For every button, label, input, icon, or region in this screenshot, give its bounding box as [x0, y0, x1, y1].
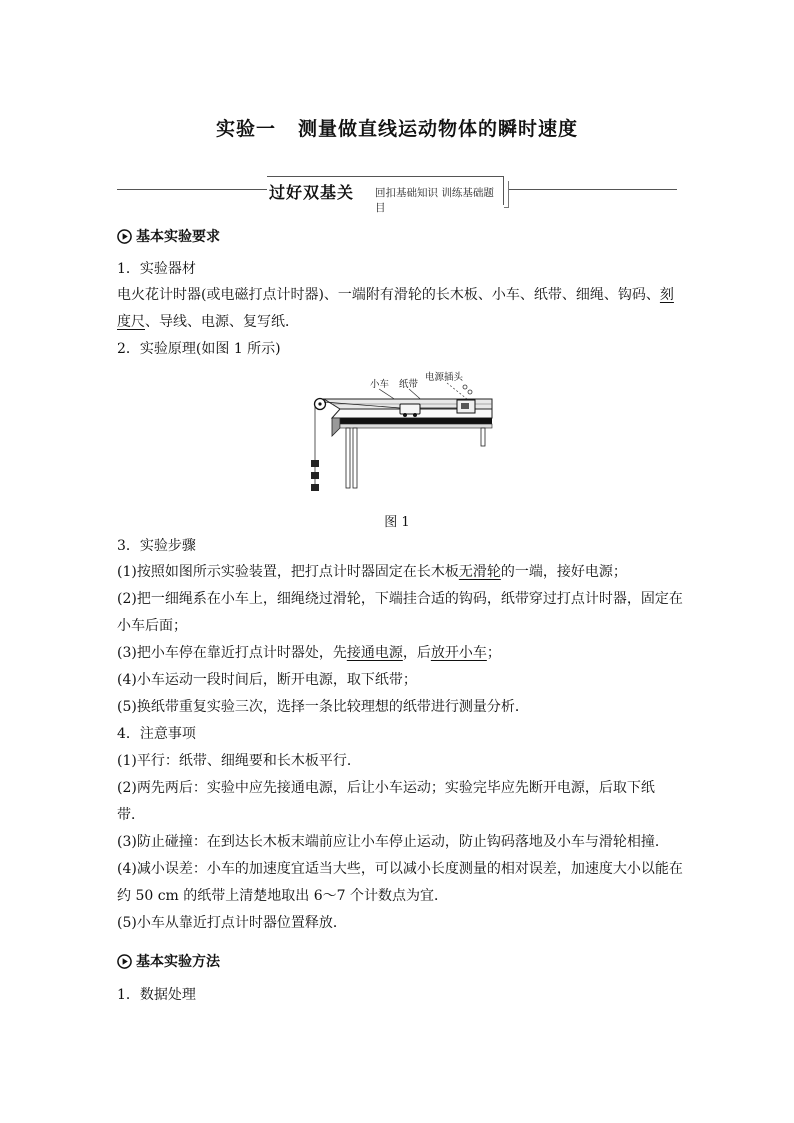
section-heading-text: 基本实验要求	[136, 229, 220, 245]
section-heading-text: 基本实验方法	[136, 954, 220, 970]
step-underlined: 接通电源	[346, 645, 403, 661]
step-2-line-1: (2)把一细绳系在小车上，细绳绕过滑轮，下端挂合适的钩码，纸带穿过打点计时器，固定在	[117, 591, 683, 607]
title-experiment-number: 实验一	[215, 118, 276, 140]
section-heading-methods	[117, 951, 220, 971]
banner-rule-left	[117, 189, 267, 190]
play-circle-icon	[117, 229, 132, 244]
note-4-line-2: 约 50 cm 的纸带上清楚地取出 6～7 个计数点为宜．	[117, 888, 448, 904]
equipment-line-1	[117, 285, 679, 305]
section-heading-requirements	[117, 226, 220, 246]
note-2-line-2: 带．	[117, 807, 145, 823]
step-text: 的一端，接好电源；	[500, 564, 627, 580]
note-4-line-1: (4)减小误差：小车的加速度宜适当大些，可以减小长度测量的相对误差，加速度大小以能在	[117, 861, 683, 877]
label-car: 小车	[370, 379, 390, 390]
notes-heading: 4．注意事项	[117, 726, 196, 742]
weight-shape	[311, 472, 319, 479]
step-5: (5)换纸带重复实验三次，选择一条比较理想的纸带进行测量分析．	[117, 699, 529, 715]
banner-sub-text: 回扣基础知识 训练基础题目	[375, 187, 494, 214]
note-1: (1)平行：纸带、细绳要和长木板平行．	[117, 753, 361, 769]
data-processing-heading: 1．数据处理	[117, 987, 196, 1003]
principle-heading: 2．实验原理(如图 1 所示)	[117, 341, 281, 357]
equipment-underlined-2: 度尺	[117, 314, 145, 330]
step-text: ；	[486, 645, 501, 661]
step-text: ，后	[402, 645, 431, 661]
step-4: (4)小车运动一段时间后，断开电源，取下纸带；	[117, 672, 417, 688]
label-plug: 电源插头	[425, 372, 464, 383]
weight-shape	[311, 484, 319, 491]
step-underlined: 放开小车	[430, 645, 487, 661]
note-5: (5)小车从靠近打点计时器位置释放．	[117, 915, 347, 931]
step-3	[117, 643, 679, 663]
equipment-line-2	[117, 312, 679, 332]
title-experiment-name: 测量做直线运动物体的瞬时速度	[298, 118, 579, 140]
car-shape	[400, 404, 420, 414]
step-1	[117, 562, 679, 582]
section-banner	[117, 176, 677, 214]
equipment-text-end: 、导线、电源、复写纸．	[145, 314, 299, 330]
banner-rule-right	[509, 189, 677, 190]
step-underlined: 无滑轮	[458, 564, 501, 580]
banner-box	[267, 176, 504, 214]
equipment-heading: 1．实验器材	[117, 261, 196, 277]
note-2-line-1: (2)两先两后：实验中应先接通电源，后让小车运动；实验完毕应先断开电源，后取下纸	[117, 780, 655, 796]
step-text: (1)按照如图所示实验装置，把打点计时器固定在长木板	[117, 564, 459, 580]
banner-main-text: 过好双基关	[269, 183, 355, 202]
equipment-text: 电火花计时器(或电磁打点计时器)、一端附有滑轮的长木板、小车、纸带、细绳、钩码、	[117, 287, 660, 303]
figure-caption: 图 1	[384, 515, 410, 530]
page-title	[0, 114, 794, 141]
play-circle-icon	[117, 954, 132, 969]
step-2-line-2: 小车后面；	[117, 618, 187, 634]
apparatus-diagram	[302, 366, 498, 500]
weight-shape	[311, 460, 319, 467]
label-tape: 纸带	[399, 379, 419, 390]
step-text: (3)把小车停在靠近打点计时器处，先	[117, 645, 347, 661]
equipment-underlined-1: 刻	[659, 287, 674, 303]
steps-heading: 3．实验步骤	[117, 538, 196, 554]
note-3: (3)防止碰撞：在到达长木板末端前应让小车停止运动，防止钩码落地及小车与滑轮相撞．	[117, 834, 669, 850]
